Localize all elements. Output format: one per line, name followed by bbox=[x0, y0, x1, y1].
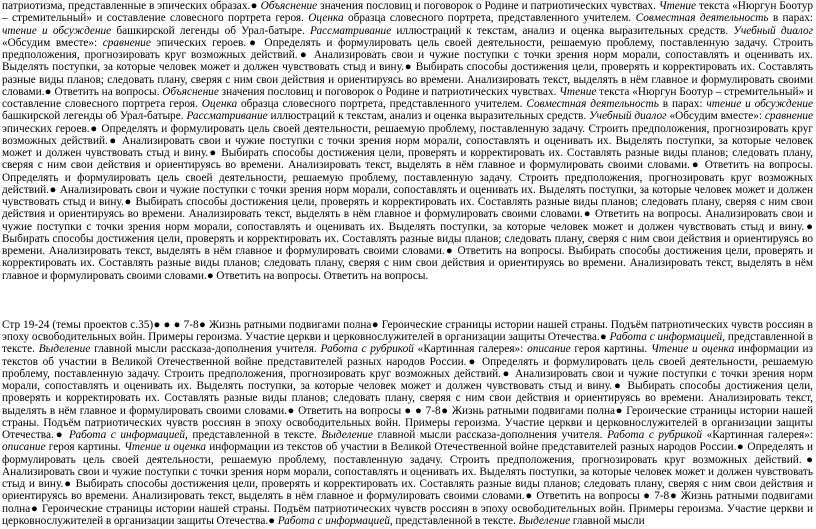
italic-term: описание bbox=[527, 343, 571, 356]
italic-term: Оценка bbox=[201, 98, 238, 110]
text-block-1: патриотизма, представленные в эпических образах.● Объяснение значения пословиц и поговорок о Родине и патриотических чувствах. Чтение текста «Нюргун Боотур – стремительный» и составление словесного портрета героя. Оценка образца словесного портрета, представленного учителем. Совместная деятельность в парах: чтение и обсуждение башкирской легенды об Урал-батыре. Рассматривание иллюстраций к текстам, анализ и оценка выразительных средств. Учебный диалог «Обсудим вместе»: сравнение эпических героев.● Определять и формулировать цель своей деятельности, решаемую проблему, поставленную задачу. Строить предположения, прогнозировать круг возможных действий.● Анализировать свои и чужие поступки с точки зрения норм морали, сопоставлять и оценивать их. Выделять поступки, за которые человек может и должен чувствовать стыд и вину.● Выбирать способы достижения цели, проверять и корректировать их. Составлять разные виды планов; следовать плану, сверяя с ним свои действия и ориентируясь во времени. Анализировать текст, выделять в нём главное и формулировать своими словами.● Ответить на вопросы. Объяснение значения пословиц и поговорок о Родине и патриотических чувствах. Чтение текста «Нюргун Боотур – стремительный» и составление словесного портрета героя. Оценка образца словесного портрета, представленного учителем. Совместная деятельность в парах: чтение и обсуждение башкирской легенды об Урал-батыре. Рассматривание иллюстраций к текстам, анализ и оценка выразительных средств. Учебный диалог «Обсудим вместе»: сравнение эпических героев.● Определять и формулировать цель своей деятельности, решаемую проблему, поставленную задачу. Строить предположения, прогнозировать круг возможных действий.● Анализировать свои и чужие поступки с точки зрения норм морали, сопоставлять и оценивать их. Выделять поступки, за которые человек может и должен чувствовать стыд и вину.● Выбирать способы достижения цели, проверять и корректировать их. Составлять разные виды планов; следовать плану, сверяя с ним свои действия и ориентируясь во времени. Анализировать текст, выделять в нём главное и формулировать своими словами.● Ответить на вопросы. Определять и формулировать цель своей деятельности, решаемую проблему, поставленную задачу. Строить предположения, прогнозировать круг возможных действий.● Анализировать свои и чужие поступки с точки зрения норм морали, сопоставлять и оценивать их. Выделять поступки, за которые человек может и должен чувствовать стыд и вину.● Выбирать способы достижения цели, проверять и корректировать их. Составлять разные виды планов; следовать плану, сверяя с ним свои действия и ориентируясь во времени. Анализировать текст, выделять в нём главное и формулировать своими словами.● Ответить на вопросы. Анализировать свои и чужие поступки с точки зрения норм морали, сопоставлять и оценивать их. Выделять поступки, за которые человек может и должен чувствовать стыд и вину.● Выбирать способы достижения цели, проверять и корректировать их. Составлять разные виды планов; следовать плану, сверяя с ним свои действия и ориентируясь во времени. Анализировать текст, выделять в нём главное и формулировать своими словами.● Ответить на вопросы. Выбирать способы достижения цели, проверять и корректировать их. Составлять разные виды планов; следовать плану, сверяя с ним свои действия и ориентируясь во времени. Анализировать текст, выделять в нём главное и формулировать своими словами.● Ответить на вопросы. Ответить на вопросы. bbox=[2, 0, 814, 282]
italic-term: Работа с рубрикой bbox=[607, 429, 703, 441]
italic-term: Учебный диалог bbox=[733, 24, 813, 37]
italic-term: Работа с рубрикой bbox=[320, 343, 414, 356]
italic-term: Выделение bbox=[38, 343, 91, 356]
text-block-2: Стр 19-24 (темы проектов с.35)● ● ● 7-8● Жизнь ратными подвигами полна● Героические страницы истории нашей страны. Подъём патриотических чувств россиян в эпоху освободительных войн. Примеры героизма. Участие церкви и церковнослужителей в организации защиты Отечества.● Работа с информацией, представленной в тексте. Выделение главной мысли рассказа-дополнения учителя. Работа с рубрикой «Картинная галерея»: описание героя картины. Чтение и оценка информации из текстов об участии в Великой Отечественной войне представителей разных народов России.● Определять и формулировать цель своей деятельности, решаемую проблему, поставленную задачу. Строить предположения, прогнозировать круг возможных действий.● Анализировать свои и чужие поступки с точки зрения норм морали, сопоставлять и оценивать их. Выделять поступки, за которые человек может и должен чувствовать стыд и вину.● Выбирать способы достижения цели, проверять и корректировать их. Составлять разные виды планов; следовать плану, сверяя с ним свои действия и ориентируясь во времени. Анализировать текст, выделять в нём главное и формулировать своими словами.● Ответить на вопросы ● ● 7-8● Жизнь ратными подвигами полна● Героические страницы истории нашей страны. Подъём патриотических чувств россиян в эпоху освободительных войн. Примеры героизма. Участие церкви и церковнослужителей в организации защиты Отечества.● Работа с информацией, представленной в тексте. Выделение главной мысли рассказа-дополнения учителя. Работа с рубрикой «Картинная галерея»: описание героя картины. Чтение и оценка информации из текстов об участии в Великой Отечественной войне представителей разных народов России.● Определять и формулировать цель своей деятельности, решаемую проблему, поставленную задачу. Строить предположения, прогнозировать круг возможных действий.● Анализировать свои и чужие поступки с точки зрения норм морали, сопоставлять и оценивать их. Выделять поступки, за которые человек может и должен чувствовать стыд и вину.● Выбирать способы достижения цели, проверять и корректировать их. Составлять разные виды планов; следовать плану, сверяя с ним свои действия и ориентируясь во времени. Анализировать текст, выделять в нём главное и формулировать своими словами.● Ответить на вопросы ● 7-8● Жизнь ратными подвигами полна● Героические страницы истории нашей страны. Подъём патриотических чувств россиян в эпоху освободительных войн. Примеры героизма. Участие церкви и церковнослужителей в организации защиты Отечества.● Работа с информацией, представленной в тексте. Выделение главной мысли bbox=[2, 318, 814, 527]
paragraph-gap bbox=[2, 282, 813, 319]
italic-term: Выделение bbox=[321, 429, 373, 441]
italic-term: чтение и обсуждение bbox=[706, 98, 813, 110]
italic-term: Чтение bbox=[559, 85, 597, 98]
italic-term: сравнение bbox=[764, 110, 814, 123]
italic-term: Чтение и оценка bbox=[124, 441, 207, 454]
italic-term: Рассматривание bbox=[186, 110, 268, 123]
italic-term: Оценка bbox=[308, 12, 344, 25]
italic-term: Чтение и оценка bbox=[650, 343, 735, 356]
italic-term: Выделение bbox=[518, 514, 571, 527]
italic-term: Чтение bbox=[658, 0, 697, 12]
italic-term: сравнение bbox=[102, 36, 151, 49]
italic-term: Учебный диалог bbox=[589, 110, 667, 123]
italic-term: описание bbox=[2, 441, 46, 454]
italic-term: Работа с информацией bbox=[68, 429, 186, 441]
italic-term: Рассматривание bbox=[310, 24, 392, 37]
italic-term: Работа с информацией bbox=[609, 331, 723, 343]
italic-term: Объяснение bbox=[162, 85, 219, 98]
italic-term: Совместная деятельность bbox=[526, 98, 659, 110]
italic-term: Совместная деятельность bbox=[635, 12, 769, 25]
italic-term: Объяснение bbox=[260, 0, 318, 12]
italic-term: чтение и обсуждение bbox=[2, 24, 112, 37]
document-page bbox=[2, 0, 813, 527]
italic-term: Работа с информацией bbox=[277, 514, 390, 527]
